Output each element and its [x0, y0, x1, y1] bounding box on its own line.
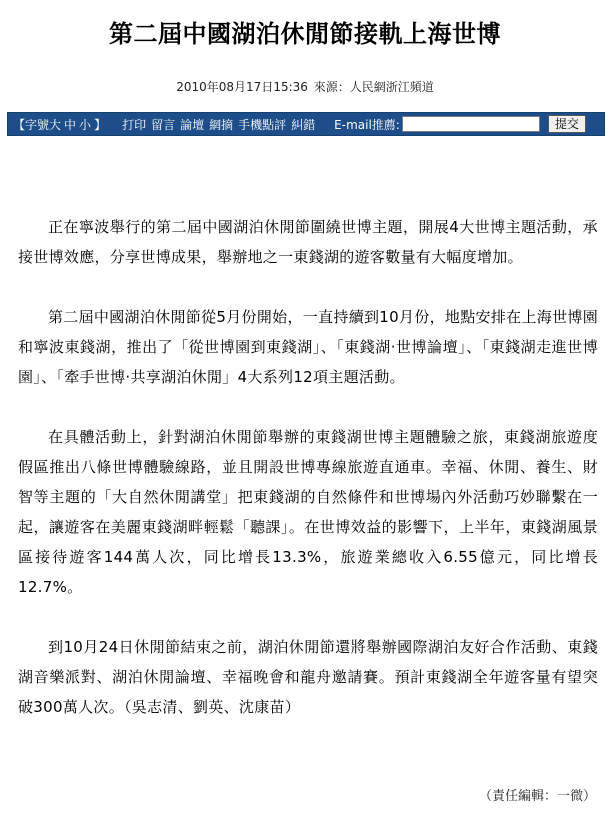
publish-date: 2010年08月17日15:36 — [176, 80, 308, 94]
article-paragraph: 第二屆中國湖泊休閒節從5月份開始，一直持續到10月份，地點安排在上海世博園和寧波東錢湖，推出了「從世博園到東錢湖」、「東錢湖·世博論壇」、「東錢湖走進世博園」、「牽手世博·共享湖泊休閒」4大系列12項主題活動。 — [18, 308, 598, 386]
font-large-link[interactable]: 大 — [49, 117, 62, 132]
mobile-review-link[interactable]: 手機點評 — [238, 117, 287, 132]
article-paragraph: 正在寧波舉行的第二屆中國湖泊休閒節圍繞世博主題，開展4大世博主題活動，承接世博效應，分享世博成果，舉辦地之一東錢湖的遊客數量有大幅度增加。 — [18, 218, 598, 266]
article-source: 來源：人民網浙江頻道 — [313, 80, 434, 94]
font-small-link[interactable]: 小 — [79, 117, 92, 132]
error-report-link[interactable]: 糾錯 — [291, 117, 316, 132]
comment-link[interactable]: 留言 — [151, 117, 176, 132]
submit-button[interactable]: 提交 — [548, 115, 586, 133]
article-paragraph: 在具體活動上，針對湖泊休閒節舉辦的東錢湖世博主題體驗之旅，東錢湖旅遊度假區推出八條世博體驗線路，並且開設世博專線旅遊直通車。幸福、休閒、養生、財智等主題的「大自然休閒講堂」把東錢湖的自然條件和世博場內外活動巧妙聯繫在一起，讓遊客在美麗東錢湖畔輕鬆「聽課」。在世博效益的影響下，上半年，東錢湖風景區接待遊客144萬人次，同比增長13.3%，旅遊業總收入6.55億元，同比增長12.7%。 — [18, 428, 598, 596]
article-meta — [0, 79, 610, 95]
email-input[interactable] — [402, 116, 540, 132]
responsible-editor: （責任編輯：一微） — [478, 789, 596, 804]
article-toolbar — [7, 112, 605, 136]
font-size-close: 】 — [94, 117, 107, 132]
tool-links — [122, 116, 320, 133]
article-paragraph: 到10月24日休閒節結束之前，湖泊休閒節還將舉辦國際湖泊友好合作活動、東錢湖音樂派對、湖泊休閒論壇、幸福晚會和龍舟邀請賽。預計東錢湖全年遊客量有望突破300萬人次。（吳志清、劉英、沈康苗） — [18, 638, 598, 716]
font-size-label: 【字號 — [13, 117, 50, 132]
excerpt-link[interactable]: 網摘 — [209, 117, 234, 132]
article-title: 第二屆中國湖泊休閒節接軌上海世博 — [109, 20, 501, 48]
print-link[interactable]: 打印 — [122, 117, 147, 132]
email-recommend-label: E-mail推薦: — [334, 117, 400, 132]
forum-link[interactable]: 論壇 — [180, 117, 205, 132]
font-size-group — [13, 116, 106, 133]
font-medium-link[interactable]: 中 — [64, 117, 77, 132]
article-body — [18, 212, 598, 752]
